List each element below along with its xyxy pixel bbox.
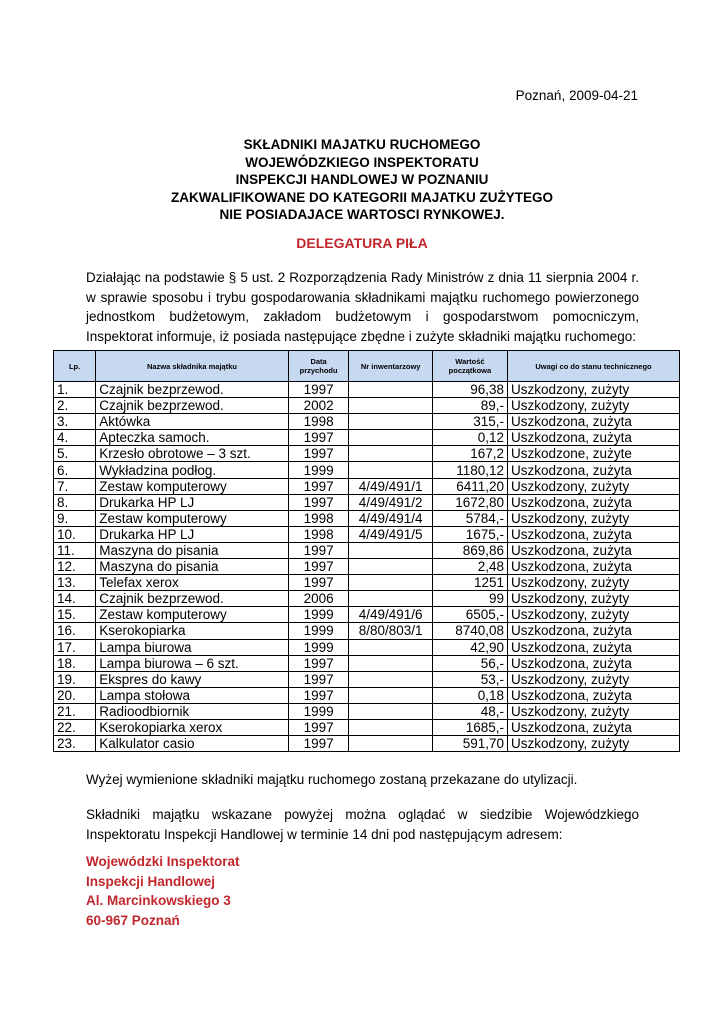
cell-condition: Uszkodzona, zużyta (508, 639, 680, 655)
cell-date: 1997 (288, 687, 349, 703)
cell-lp: 6. (54, 462, 96, 478)
cell-condition: Uszkodzona, zużyta (508, 687, 680, 703)
header-value: Wartość początkowa (432, 351, 507, 382)
cell-value: 53,- (432, 671, 507, 687)
cell-inventory: 4/49/491/2 (349, 494, 432, 510)
cell-value: 89,- (432, 398, 507, 414)
table-row (54, 430, 680, 446)
cell-name: Drukarka HP LJ (96, 526, 289, 542)
cell-condition: Uszkodzona, zużyta (508, 526, 680, 542)
cell-date: 1997 (288, 382, 349, 398)
table-row (54, 687, 680, 703)
table-row (54, 382, 680, 398)
table-row (54, 639, 680, 655)
cell-condition: Uszkodzona, zużyta (508, 542, 680, 558)
cell-inventory (349, 542, 432, 558)
cell-value: 6411,20 (432, 478, 507, 494)
cell-date: 1997 (288, 575, 349, 591)
cell-date: 1997 (288, 430, 349, 446)
cell-lp: 16. (54, 623, 96, 639)
cell-value: 48,- (432, 703, 507, 719)
cell-date: 1998 (288, 414, 349, 430)
cell-inventory (349, 671, 432, 687)
cell-date: 1999 (288, 462, 349, 478)
cell-value: 99 (432, 591, 507, 607)
cell-inventory (349, 430, 432, 446)
table-row (54, 719, 680, 735)
table-row (54, 591, 680, 607)
address-line: 60-967 Poznań (86, 912, 180, 928)
cell-inventory (349, 382, 432, 398)
cell-inventory (349, 736, 432, 752)
heading-line: NIE POSIADAJACE WARTOSCI RYNKOWEJ. (219, 207, 505, 222)
cell-name: Zestaw komputerowy (96, 478, 289, 494)
cell-lp: 3. (54, 414, 96, 430)
cell-lp: 8. (54, 494, 96, 510)
cell-condition: Uszkodzony, zużyty (508, 382, 680, 398)
cell-inventory (349, 398, 432, 414)
cell-value: 0,18 (432, 687, 507, 703)
cell-condition: Uszkodzona, zużyta (508, 494, 680, 510)
cell-date: 1998 (288, 526, 349, 542)
cell-value: 5784,- (432, 510, 507, 526)
cell-inventory (349, 559, 432, 575)
cell-date: 1997 (288, 671, 349, 687)
cell-inventory (349, 462, 432, 478)
table-row (54, 526, 680, 542)
table-row (54, 575, 680, 591)
cell-value: 8740,08 (432, 623, 507, 639)
heading-line: ZAKWALIFIKOWANE DO KATEGORII MAJATKU ZUŻYTEGO (171, 189, 553, 205)
cell-name: Zestaw komputerowy (96, 510, 289, 526)
cell-inventory: 4/49/491/4 (349, 510, 432, 526)
cell-value: 1672,80 (432, 494, 507, 510)
cell-lp: 11. (54, 542, 96, 558)
cell-name: Wykładzina podłog. (96, 462, 289, 478)
header-lp: Lp. (54, 351, 96, 382)
header-name: Nazwa składnika majątku (96, 351, 289, 382)
table-row (54, 542, 680, 558)
header-condition: Uwagi co do stanu technicznego (508, 351, 680, 382)
table-row (54, 655, 680, 671)
cell-value: 315,- (432, 414, 507, 430)
cell-condition: Uszkodzony, zużyty (508, 736, 680, 752)
cell-inventory (349, 655, 432, 671)
cell-name: Drukarka HP LJ (96, 494, 289, 510)
table-row (54, 559, 680, 575)
cell-name: Czajnik bezprzewod. (96, 591, 289, 607)
cell-date: 1997 (288, 446, 349, 462)
cell-condition: Uszkodzony, zużyty (508, 671, 680, 687)
cell-condition: Uszkodzona, zużyta (508, 719, 680, 735)
cell-name: Aktówka (96, 414, 289, 430)
cell-lp: 4. (54, 430, 96, 446)
cell-inventory (349, 639, 432, 655)
cell-lp: 1. (54, 382, 96, 398)
cell-condition: Uszkodzona, zużyta (508, 655, 680, 671)
cell-name: Czajnik bezprzewod. (96, 398, 289, 414)
address-line: Wojewódzki Inspektorat (86, 854, 240, 869)
table-row (54, 398, 680, 414)
cell-date: 1998 (288, 510, 349, 526)
cell-lp: 19. (54, 671, 96, 687)
table-row (54, 607, 680, 623)
cell-inventory (349, 575, 432, 591)
cell-date: 1999 (288, 639, 349, 655)
cell-lp: 23. (54, 736, 96, 752)
cell-value: 1685,- (432, 719, 507, 735)
cell-value: 56,- (432, 655, 507, 671)
cell-value: 167,2 (432, 446, 507, 462)
address-line: Inspekcji Handlowej (86, 873, 216, 889)
cell-date: 1997 (288, 494, 349, 510)
cell-date: 1997 (288, 478, 349, 494)
cell-inventory: 8/80/803/1 (349, 623, 432, 639)
document-heading (0, 136, 724, 224)
cell-value: 6505,- (432, 607, 507, 623)
heading-line: SKŁADNIKI MAJATKU RUCHOMEGO (243, 137, 481, 152)
heading-line: INSPEKCJI HANDLOWEJ W POZNANIU (235, 172, 489, 187)
cell-date: 1999 (288, 703, 349, 719)
cell-name: Radioodbiornik (96, 703, 289, 719)
cell-name: Apteczka samoch. (96, 430, 289, 446)
table-body (54, 382, 680, 752)
cell-inventory (349, 719, 432, 735)
cell-lp: 15. (54, 607, 96, 623)
cell-condition: Uszkodzona, zużyta (508, 623, 680, 639)
cell-name: Ekspres do kawy (96, 671, 289, 687)
table-row (54, 703, 680, 719)
cell-condition: Uszkodzona, zużyta (508, 430, 680, 446)
cell-date: 2002 (288, 398, 349, 414)
cell-inventory (349, 591, 432, 607)
cell-value: 42,90 (432, 639, 507, 655)
assets-table (53, 350, 680, 752)
cell-value: 591,70 (432, 736, 507, 752)
table-row (54, 446, 680, 462)
cell-value: 869,86 (432, 542, 507, 558)
cell-date: 1997 (288, 542, 349, 558)
cell-inventory: 4/49/491/1 (349, 478, 432, 494)
cell-condition: Uszkodzona, zużyta (508, 559, 680, 575)
cell-condition: Uszkodzony, zużyty (508, 398, 680, 414)
cell-condition: Uszkodzona, zużyta (508, 414, 680, 430)
cell-lp: 22. (54, 719, 96, 735)
cell-date: 1997 (288, 655, 349, 671)
cell-lp: 10. (54, 526, 96, 542)
header-date: Data przychodu (288, 351, 349, 382)
heading-line: WOJEWÓDZKIEGO INSPEKTORATU (245, 154, 479, 170)
cell-name: Krzesło obrotowe – 3 szt. (96, 446, 289, 462)
cell-value: 1180,12 (432, 462, 507, 478)
cell-name: Kserokopiarka (96, 623, 289, 639)
cell-condition: Uszkodzony, zużyty (508, 510, 680, 526)
cell-value: 96,38 (432, 382, 507, 398)
address-block (86, 852, 240, 930)
table-row (54, 494, 680, 510)
cell-name: Lampa biurowa – 6 szt. (96, 655, 289, 671)
cell-inventory (349, 414, 432, 430)
cell-lp: 5. (54, 446, 96, 462)
cell-lp: 20. (54, 687, 96, 703)
table-row (54, 671, 680, 687)
cell-lp: 18. (54, 655, 96, 671)
cell-value: 1251 (432, 575, 507, 591)
document-date: Poznań, 2009-04-21 (515, 88, 638, 103)
cell-lp: 12. (54, 559, 96, 575)
cell-name: Lampa biurowa (96, 639, 289, 655)
cell-inventory: 4/49/491/5 (349, 526, 432, 542)
cell-inventory (349, 446, 432, 462)
cell-name: Zestaw komputerowy (96, 607, 289, 623)
table-row (54, 478, 680, 494)
cell-date: 1997 (288, 719, 349, 735)
cell-inventory: 4/49/491/6 (349, 607, 432, 623)
cell-date: 1999 (288, 607, 349, 623)
cell-date: 1997 (288, 559, 349, 575)
table-row (54, 414, 680, 430)
viewing-paragraph: Składniki majątku wskazane powyżej można oglądać w siedzibie Wojewódzkiego Inspektoratu Inspekcji Handlowej w terminie 14 dni pod następującym adresem: (86, 807, 639, 842)
cell-name: Czajnik bezprzewod. (96, 382, 289, 398)
cell-condition: Uszkodzony, zużyty (508, 607, 680, 623)
cell-lp: 21. (54, 703, 96, 719)
intro-paragraph: Działając na podstawie § 5 ust. 2 Rozporządzenia Rady Ministrów z dnia 11 sierpnia 2004 r. w sprawie sposobu i trybu gospodarowania składnikami majątku ruchomego powierzonego jednostkom budżetowym, zakładom budżetowym i gospodarstwom pomocniczym, Inspektorat informuje, iż posiada następujące zbędne i zużyte składniki majątku ruchomego: (86, 270, 639, 344)
table-row (54, 510, 680, 526)
table-row (54, 736, 680, 752)
cell-value: 0,12 (432, 430, 507, 446)
cell-lp: 14. (54, 591, 96, 607)
cell-condition: Uszkodzona, zużyta (508, 462, 680, 478)
cell-date: 2006 (288, 591, 349, 607)
cell-name: Telefax xerox (96, 575, 289, 591)
cell-condition: Uszkodzone, zużyte (508, 446, 680, 462)
table-row (54, 623, 680, 639)
cell-name: Lampa stołowa (96, 687, 289, 703)
header-inventory: Nr inwentarzowy (349, 351, 432, 382)
cell-name: Kalkulator casio (96, 736, 289, 752)
cell-condition: Uszkodzony, zużyty (508, 575, 680, 591)
table-header-row (54, 351, 680, 382)
table-row (54, 462, 680, 478)
cell-lp: 9. (54, 510, 96, 526)
cell-name: Maszyna do pisania (96, 542, 289, 558)
cell-date: 1999 (288, 623, 349, 639)
delegatura-title: DELEGATURA PIŁA (296, 235, 428, 251)
cell-date: 1997 (288, 736, 349, 752)
cell-name: Maszyna do pisania (96, 559, 289, 575)
cell-inventory (349, 687, 432, 703)
utilization-paragraph: Wyżej wymienione składniki majątku ruchomego zostaną przekazane do utylizacji. (86, 772, 578, 787)
cell-lp: 2. (54, 398, 96, 414)
cell-condition: Uszkodzony, zużyty (508, 703, 680, 719)
cell-value: 1675,- (432, 526, 507, 542)
address-line: Al. Marcinkowskiego 3 (86, 893, 231, 908)
cell-name: Kserokopiarka xerox (96, 719, 289, 735)
cell-inventory (349, 703, 432, 719)
cell-lp: 13. (54, 575, 96, 591)
cell-value: 2,48 (432, 559, 507, 575)
cell-condition: Uszkodzony, zużyty (508, 478, 680, 494)
cell-lp: 7. (54, 478, 96, 494)
cell-condition: Uszkodzony, zużyty (508, 591, 680, 607)
cell-lp: 17. (54, 639, 96, 655)
